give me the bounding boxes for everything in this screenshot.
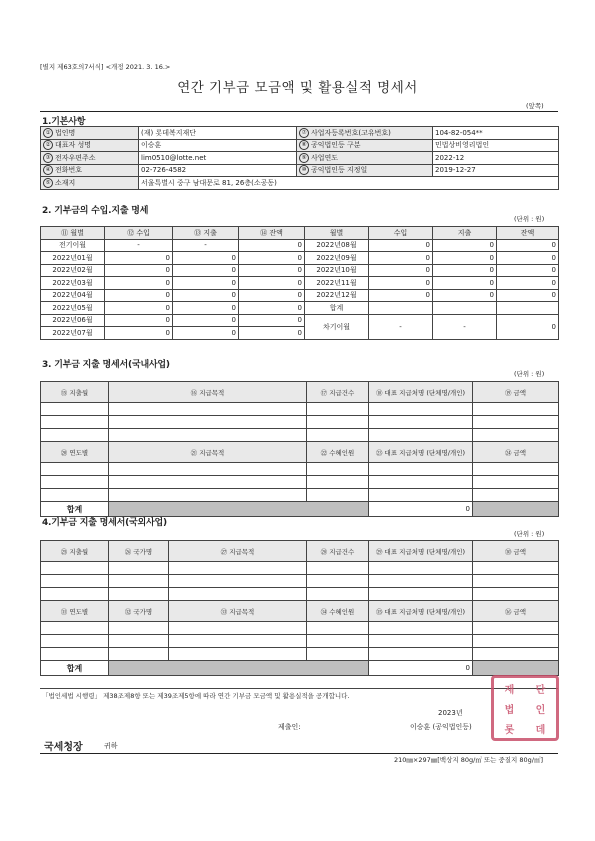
table-cell: 2022년08월 — [305, 239, 369, 252]
total-count: 0 — [369, 502, 473, 517]
info-label: ⑧ 공익법인등 구분 — [297, 139, 433, 152]
table-cell: 0 — [173, 289, 239, 302]
addressee: 국세청장 — [44, 742, 83, 753]
section4-heading: 4.기부금 지출 명세서(국외사업) — [42, 518, 167, 528]
empty-cell — [41, 588, 109, 601]
table-cell: 2022년09월 — [305, 252, 369, 265]
column-header: ㉔ 금액 — [473, 442, 559, 463]
table-cell: 0 — [497, 264, 559, 277]
empty-cell — [41, 416, 109, 429]
empty-cell — [169, 648, 307, 661]
monthly-row — [41, 302, 559, 315]
table-cell: 0 — [433, 277, 497, 290]
info-value: 민법상비영리법인 — [433, 139, 559, 152]
table-cell: 2022년12월 — [305, 289, 369, 302]
seal-char: 인 — [535, 704, 546, 716]
table-cell: 0 — [239, 252, 305, 265]
domestic-table — [40, 381, 559, 517]
overseas-table — [40, 540, 559, 676]
column-header: ㉘ 지급건수 — [307, 541, 369, 562]
total-count: 0 — [369, 661, 473, 676]
info-label: ② 대표자 성명 — [41, 139, 139, 152]
monthly-row — [41, 289, 559, 302]
table-row — [41, 622, 559, 635]
table-cell: 0 — [239, 264, 305, 277]
total-row — [41, 661, 559, 676]
submitter-label: 제출인: — [278, 723, 301, 731]
empty-cell — [369, 635, 473, 648]
info-row — [41, 139, 559, 152]
page-side-label: (앞쪽) — [526, 102, 544, 110]
table-cell: 0 — [173, 327, 239, 340]
header-row-yearly — [41, 442, 559, 463]
legal-text: 「법인세법 시행령」 제38조제8항 또는 제39조제5항에 따라 연간 기부금 모금액 및 활용실적을 공개합니다. — [42, 692, 350, 700]
empty-cell — [307, 635, 369, 648]
empty-cell — [307, 429, 369, 442]
column-header: ⑪ 월별 — [41, 227, 105, 240]
table-cell: 0 — [239, 302, 305, 315]
empty-cell — [473, 588, 559, 601]
info-row — [41, 152, 559, 165]
info-value: 2022-12 — [433, 152, 559, 165]
table-cell: 2022년05월 — [41, 302, 105, 315]
info-label: ① 법인명 — [41, 127, 139, 140]
empty-cell — [109, 489, 307, 502]
table-cell: 0 — [239, 289, 305, 302]
empty-cell — [369, 476, 473, 489]
column-header: ⑭ 잔액 — [239, 227, 305, 240]
empty-cell — [307, 588, 369, 601]
page-title: 연간 기부금 모금액 및 활용실적 명세서 — [177, 80, 418, 96]
seal-char: 단 — [535, 684, 546, 696]
empty-cell — [41, 403, 109, 416]
empty-cell — [473, 463, 559, 476]
empty-cell — [307, 648, 369, 661]
empty-cell — [41, 429, 109, 442]
empty-cell — [109, 622, 169, 635]
empty-cell — [169, 562, 307, 575]
header-row-yearly — [41, 601, 559, 622]
column-header: ㉙ 대표 지급처명 (단체명/개인) — [369, 541, 473, 562]
column-header: ㉜ 국가명 — [109, 601, 169, 622]
address-row — [41, 177, 559, 190]
carry-value: 0 — [497, 314, 559, 339]
table-row — [41, 416, 559, 429]
empty-cell — [473, 575, 559, 588]
table-cell — [433, 302, 497, 315]
total-label: 합계 — [41, 502, 109, 517]
table-cell: 2022년06월 — [41, 314, 105, 327]
empty-cell — [369, 489, 473, 502]
info-value: lim0510@lotte.net — [139, 152, 297, 165]
empty-cell — [109, 588, 169, 601]
empty-cell — [369, 575, 473, 588]
submit-year: 2023년 — [438, 709, 463, 717]
column-header: ㉗ 지급목적 — [169, 541, 307, 562]
empty-cell — [41, 648, 109, 661]
table-cell: 0 — [369, 239, 433, 252]
info-value: 2019-12-27 — [433, 164, 559, 177]
table-cell: 0 — [239, 327, 305, 340]
empty-cell — [473, 562, 559, 575]
table-cell: 2022년07월 — [41, 327, 105, 340]
table-cell: 합계 — [305, 302, 369, 315]
empty-cell — [169, 635, 307, 648]
column-header: ㉒ 수혜인원 — [307, 442, 369, 463]
column-header: 수입 — [369, 227, 433, 240]
section3-heading: 3. 기부금 지출 명세서(국내사업) — [42, 360, 170, 370]
empty-cell — [369, 622, 473, 635]
empty-cell — [307, 575, 369, 588]
table-cell: 0 — [105, 264, 173, 277]
column-header: ⑬ 지출 — [173, 227, 239, 240]
info-value: (재) 롯데복지재단 — [139, 127, 297, 140]
info-value: 104-82-054** — [433, 127, 559, 140]
empty-cell — [307, 562, 369, 575]
empty-cell — [369, 403, 473, 416]
monthly-header-row — [41, 227, 559, 240]
column-header: ⑫ 수입 — [105, 227, 173, 240]
monthly-row — [41, 252, 559, 265]
empty-cell — [41, 622, 109, 635]
column-header: ㉖ 국가명 — [109, 541, 169, 562]
circle-num: ⑤ — [43, 178, 53, 188]
column-header: 지출 — [433, 227, 497, 240]
table-cell — [497, 302, 559, 315]
table-cell: 0 — [105, 252, 173, 265]
column-header: ⑰ 지급건수 — [307, 382, 369, 403]
table-cell: - — [105, 239, 173, 252]
table-cell: 0 — [433, 252, 497, 265]
column-header: ㉕ 지출월 — [41, 541, 109, 562]
table-cell: 0 — [105, 314, 173, 327]
empty-cell — [369, 429, 473, 442]
section2-unit: (단위 : 원) — [514, 215, 545, 223]
table-cell: 0 — [105, 289, 173, 302]
table-cell: 0 — [369, 252, 433, 265]
info-label: ⑩ 공익법인등 지정일 — [297, 164, 433, 177]
empty-cell — [369, 562, 473, 575]
monthly-row — [41, 264, 559, 277]
column-header: ⑱ 대표 지급처명 (단체명/개인) — [369, 382, 473, 403]
empty-cell — [307, 416, 369, 429]
column-header: ㉚ 금액 — [473, 541, 559, 562]
column-header: ㊱ 금액 — [473, 601, 559, 622]
table-cell: 2022년02월 — [41, 264, 105, 277]
column-header: ⑳ 연도별 — [41, 442, 109, 463]
table-cell: 0 — [369, 264, 433, 277]
table-cell: 0 — [433, 289, 497, 302]
table-cell: 0 — [369, 277, 433, 290]
table-row — [41, 588, 559, 601]
table-cell: 0 — [173, 314, 239, 327]
empty-cell — [109, 416, 307, 429]
table-row — [41, 403, 559, 416]
official-seal — [491, 675, 559, 741]
empty-cell — [109, 635, 169, 648]
carry-label: 차기이월 — [305, 314, 369, 339]
basic-info-table — [40, 126, 559, 190]
empty-cell — [473, 489, 559, 502]
info-label: ③ 전자우편주소 — [41, 152, 139, 165]
column-header: ㉑ 지급목적 — [109, 442, 307, 463]
table-cell: 0 — [433, 239, 497, 252]
column-header: ⑯ 지급목적 — [109, 382, 307, 403]
empty-cell — [169, 575, 307, 588]
monthly-row — [41, 239, 559, 252]
table-cell: 0 — [173, 302, 239, 315]
empty-cell — [369, 416, 473, 429]
table-cell: 0 — [369, 289, 433, 302]
form-header: [별지 제63호의7서식] <개정 2021. 3. 16.> — [40, 63, 171, 71]
empty-cell — [473, 648, 559, 661]
table-row — [41, 575, 559, 588]
table-cell: 0 — [105, 302, 173, 315]
empty-cell — [473, 635, 559, 648]
empty-cell — [41, 635, 109, 648]
table-cell: 2022년04월 — [41, 289, 105, 302]
table-cell: 0 — [497, 239, 559, 252]
empty-cell — [109, 476, 307, 489]
empty-cell — [41, 562, 109, 575]
info-label: ④ 전화번호 — [41, 164, 139, 177]
empty-cell — [109, 403, 307, 416]
seal-char: 재 — [504, 684, 515, 696]
empty-cell — [473, 403, 559, 416]
empty-cell — [369, 648, 473, 661]
section2-heading: 2. 기부금의 수입.지출 명세 — [42, 206, 149, 216]
monthly-row — [41, 314, 559, 327]
monthly-row — [41, 277, 559, 290]
empty-cell — [307, 476, 369, 489]
table-cell: 전기이월 — [41, 239, 105, 252]
table-cell: 2022년01월 — [41, 252, 105, 265]
total-label: 합계 — [41, 661, 109, 676]
table-cell: 0 — [497, 277, 559, 290]
carry-value: - — [433, 314, 497, 339]
empty-cell — [169, 588, 307, 601]
monthly-table — [40, 226, 559, 340]
table-row — [41, 476, 559, 489]
table-row — [41, 562, 559, 575]
table-cell: 0 — [497, 289, 559, 302]
empty-cell — [369, 588, 473, 601]
seal-char: 데 — [535, 724, 546, 736]
column-header: ㉓ 대표 지급처명 (단체명/개인) — [369, 442, 473, 463]
table-cell: 0 — [173, 277, 239, 290]
table-cell: 0 — [433, 264, 497, 277]
table-cell: 2022년03월 — [41, 277, 105, 290]
empty-cell — [369, 463, 473, 476]
table-cell: 0 — [105, 277, 173, 290]
info-label: ⑦ 사업자등록번호(고유번호) — [297, 127, 433, 140]
column-header: ⑲ 금액 — [473, 382, 559, 403]
empty-cell — [169, 622, 307, 635]
addressee-suffix: 귀하 — [104, 742, 118, 750]
header-row-monthly — [41, 541, 559, 562]
table-cell: 0 — [239, 239, 305, 252]
column-header: ㉞ 수혜인원 — [307, 601, 369, 622]
table-cell: 0 — [239, 277, 305, 290]
column-header: ㉟ 대표 지급처명 (단체명/개인) — [369, 601, 473, 622]
total-shaded — [473, 502, 559, 517]
empty-cell — [109, 575, 169, 588]
address-label: 소재지 — [55, 178, 76, 187]
empty-cell — [473, 416, 559, 429]
section3-unit: (단위 : 원) — [514, 370, 545, 378]
table-cell: 0 — [173, 264, 239, 277]
section4-unit: (단위 : 원) — [514, 530, 545, 538]
empty-cell — [109, 648, 169, 661]
table-row — [41, 648, 559, 661]
info-row — [41, 127, 559, 140]
table-cell: 0 — [497, 252, 559, 265]
column-header: ㉛ 연도별 — [41, 601, 109, 622]
seal-char: 법 — [504, 704, 515, 716]
empty-cell — [41, 476, 109, 489]
table-row — [41, 463, 559, 476]
carry-value: - — [369, 314, 433, 339]
info-row — [41, 164, 559, 177]
total-shaded — [109, 661, 369, 676]
seal-char: 롯 — [504, 724, 515, 736]
empty-cell — [307, 463, 369, 476]
header-row-monthly — [41, 382, 559, 403]
empty-cell — [41, 463, 109, 476]
address-value: 서울특별시 중구 남대문로 81, 26층(소공동) — [139, 177, 559, 190]
empty-cell — [307, 403, 369, 416]
info-value: 02-726-4582 — [139, 164, 297, 177]
empty-cell — [41, 575, 109, 588]
empty-cell — [41, 489, 109, 502]
info-label: ⑨ 사업연도 — [297, 152, 433, 165]
empty-cell — [109, 463, 307, 476]
table-cell: 0 — [239, 314, 305, 327]
table-cell: 2022년11월 — [305, 277, 369, 290]
table-cell — [369, 302, 433, 315]
paper-note: 210㎜×297㎜[백상지 80g/㎡ 또는 중질지 80g/㎡] — [394, 756, 544, 764]
column-header: ㉝ 지급목적 — [169, 601, 307, 622]
empty-cell — [473, 429, 559, 442]
total-shaded — [473, 661, 559, 676]
empty-cell — [473, 476, 559, 489]
table-row — [41, 429, 559, 442]
empty-cell — [307, 489, 369, 502]
section1-heading: 1.기본사항 — [42, 117, 86, 127]
empty-cell — [109, 562, 169, 575]
column-header: 월별 — [305, 227, 369, 240]
empty-cell — [307, 622, 369, 635]
info-value: 이승훈 — [139, 139, 297, 152]
table-row — [41, 635, 559, 648]
submitter-name: 이승훈 (공익법인등) — [410, 723, 472, 731]
table-cell: - — [173, 239, 239, 252]
table-cell: 0 — [105, 327, 173, 340]
table-row — [41, 489, 559, 502]
table-cell: 0 — [173, 252, 239, 265]
table-cell: 2022년10월 — [305, 264, 369, 277]
column-header: ⑮ 지출월 — [41, 382, 109, 403]
column-header: 잔액 — [497, 227, 559, 240]
empty-cell — [473, 622, 559, 635]
empty-cell — [109, 429, 307, 442]
